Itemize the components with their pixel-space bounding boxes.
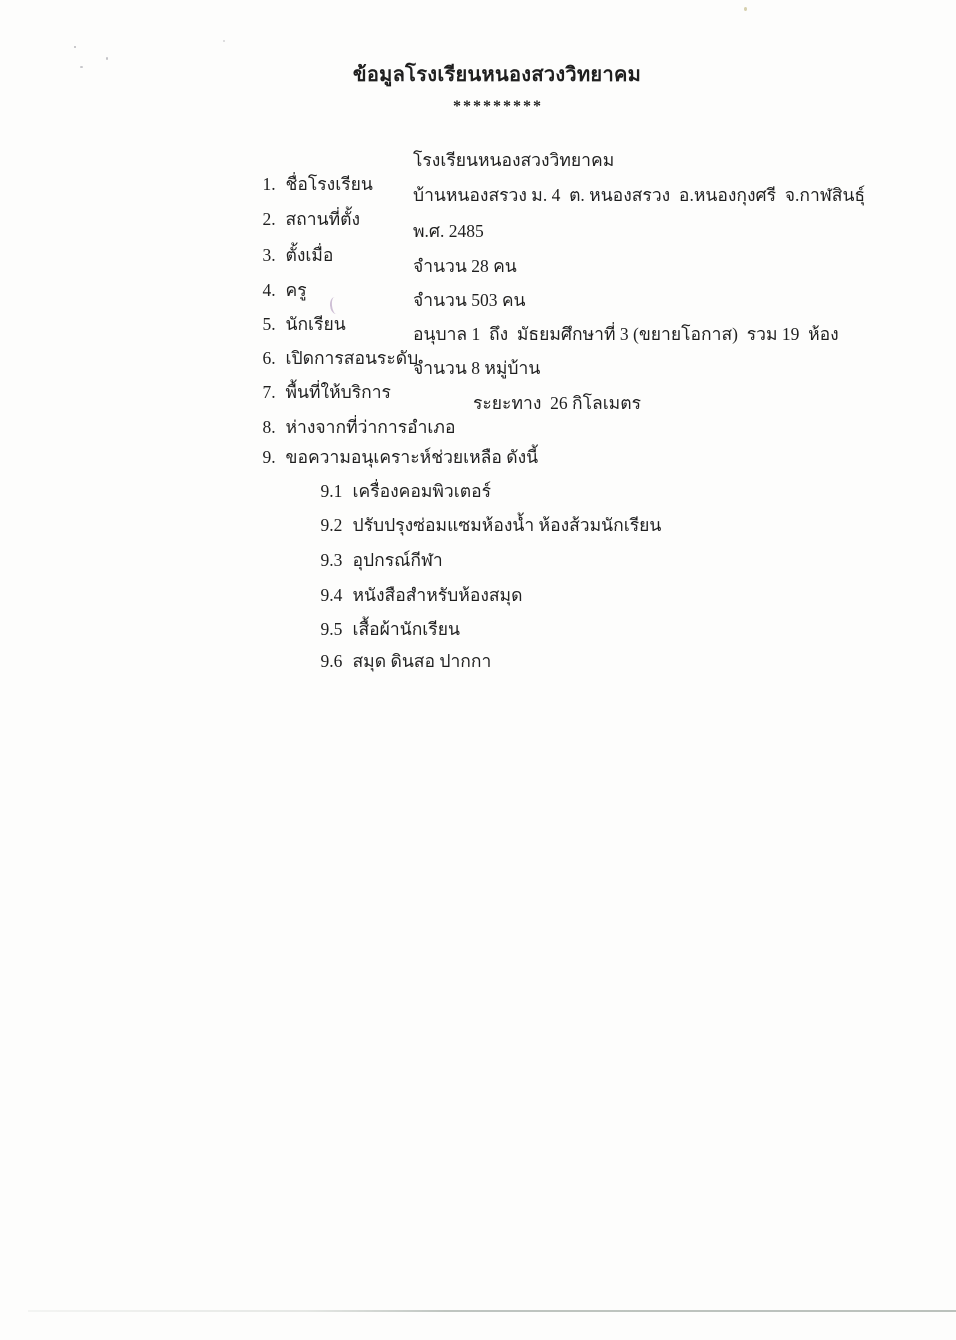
item-label: ตั้งเมื่อ — [285, 245, 334, 265]
sub-item-label: อุปกรณ์กีฬา — [352, 550, 443, 570]
item-label: นักเรียน — [285, 314, 346, 334]
item-value: จำนวน 28 คน — [413, 256, 517, 276]
item-value: จำนวน 503 คน — [413, 290, 526, 310]
asterisk-divider: ********* — [453, 98, 543, 115]
item-number: 7. — [262, 382, 276, 402]
sub-item-9-4 — [303, 559, 523, 605]
item-number: 6. — [262, 348, 276, 368]
scan-speck — [74, 46, 76, 48]
sub-item-9-5 — [303, 593, 460, 639]
item-number: 4. — [262, 280, 276, 300]
scan-speck — [744, 7, 747, 11]
list-item-9 — [245, 421, 539, 467]
item-value: พ.ศ. 2485 — [413, 221, 484, 241]
item-number: 3. — [262, 245, 276, 265]
list-item-8 — [245, 391, 641, 437]
sub-item-9-1 — [303, 455, 492, 501]
sub-item-number: 9.4 — [320, 585, 343, 605]
item-number: 8. — [262, 417, 276, 437]
sub-item-label: เครื่องคอมพิวเตอร์ — [352, 481, 492, 501]
item-label: พื้นที่ให้บริการ — [285, 382, 391, 402]
item-number: 1. — [262, 174, 276, 194]
item-label: ชื่อโรงเรียน — [285, 174, 373, 194]
sub-item-9-6 — [303, 625, 492, 671]
list-item-1 — [245, 148, 615, 194]
sub-item-label: หนังสือสำหรับห้องสมุด — [352, 585, 523, 605]
item-value: โรงเรียนหนองสวงวิทยาคม — [413, 150, 615, 170]
sub-item-label: ปรับปรุงซ่อมแซมห้องน้ำ ห้องส้วมนักเรียน — [352, 515, 662, 535]
sub-item-label: เสื้อผ้านักเรียน — [352, 619, 460, 639]
sub-item-number: 9.5 — [320, 619, 343, 639]
item-value: ระยะทาง 26 กิโลเมตร — [473, 393, 641, 413]
sub-item-9-2 — [303, 489, 662, 535]
scan-edge-line — [28, 1310, 956, 1312]
item-label: ห่างจากที่ว่าการอำเภอ — [285, 417, 456, 437]
scan-speck — [106, 57, 108, 60]
sub-item-number: 9.6 — [320, 651, 343, 671]
sub-item-9-3 — [303, 524, 443, 570]
sub-item-number: 9.1 — [320, 481, 343, 501]
scan-speck — [80, 66, 83, 68]
item-label: ครู — [285, 280, 307, 300]
sub-item-number: 9.3 — [320, 550, 343, 570]
item-number: 9. — [262, 447, 276, 467]
item-label: สถานที่ตั้ง — [285, 209, 361, 229]
sub-item-label: สมุด ดินสอ ปากกา — [352, 651, 492, 671]
item-number: 2. — [262, 209, 276, 229]
item-label: ขอความอนุเคราะห์ช่วยเหลือ ดังนี้ — [285, 447, 539, 467]
item-value: จำนวน 8 หมู่บ้าน — [413, 358, 541, 378]
item-value: อนุบาล 1 ถึง มัธยมศึกษาที่ 3 (ขยายโอกาส) รวม 19 ห้อง — [413, 324, 839, 344]
item-number: 5. — [262, 314, 276, 334]
item-label: เปิดการสอนระดับ — [285, 348, 419, 368]
sub-item-number: 9.2 — [320, 515, 343, 535]
document-title: ข้อมูลโรงเรียนหนองสวงวิทยาคม — [352, 64, 642, 86]
scan-speck — [223, 40, 225, 42]
item-value: บ้านหนองสรวง ม. 4 ต. หนองสรวง อ.หนองกุงศรี จ.กาฬสินธุ์ — [413, 185, 866, 205]
